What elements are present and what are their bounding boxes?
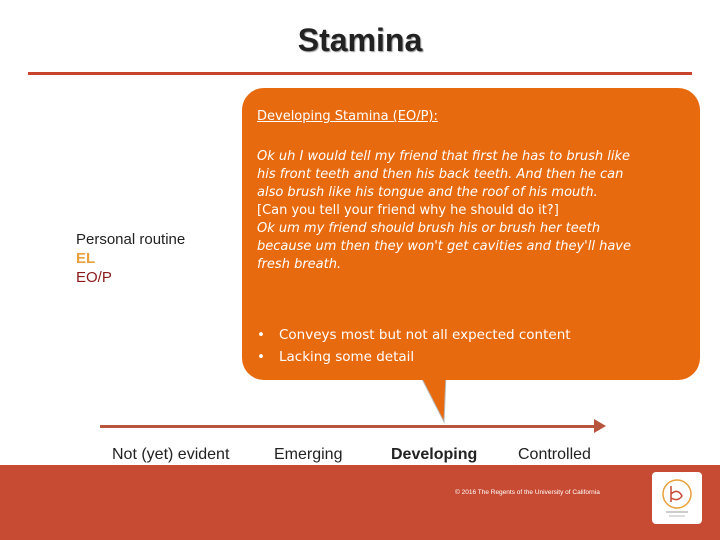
bullet-icon: • <box>257 349 265 365</box>
el-tag: EL <box>76 250 96 267</box>
callout-content <box>257 108 687 274</box>
footer-band <box>0 465 720 540</box>
criteria-list <box>257 324 687 368</box>
student-quote <box>257 148 687 274</box>
list-item <box>257 346 687 368</box>
teacher-prompt: [Can you tell your friend why he should do it?] <box>257 203 559 218</box>
scale-arrow-icon <box>594 419 606 433</box>
quote-line: also brush like his tongue and the roof of his mouth. <box>257 185 598 200</box>
routine-block <box>76 230 185 287</box>
scale-label-developing: Developing <box>391 446 478 463</box>
quote-line: Ok um my friend should brush his or brush her teeth <box>257 221 601 236</box>
quote-line: his front teeth and then his back teeth. And then he can <box>257 167 624 182</box>
scale-label-emerging: Emerging <box>274 446 343 463</box>
quote-line: Ok uh I would tell my friend that first he has to brush like <box>257 149 631 164</box>
routine-label: Personal routine <box>76 231 186 248</box>
bullet-icon: • <box>257 327 265 343</box>
scale-label-not-yet-evident: Not (yet) evident <box>112 446 230 463</box>
criteria-text: Lacking some detail <box>279 349 415 365</box>
quote-line: because um then they won't get cavities and they'll have <box>257 239 631 254</box>
scale-axis <box>100 425 597 428</box>
copyright-text: © 2016 The Regents of the University of California <box>455 489 600 496</box>
callout-heading: Developing Stamina (EO/P): <box>257 109 438 124</box>
dlp-logo-icon <box>652 472 702 524</box>
slide-title: Stamina <box>297 22 423 58</box>
criteria-text: Conveys most but not all expected content <box>279 327 571 343</box>
list-item <box>257 324 687 346</box>
scale-label-controlled: Controlled <box>518 446 591 463</box>
quote-line: fresh breath. <box>257 257 342 272</box>
eop-tag: EO/P <box>76 269 112 286</box>
